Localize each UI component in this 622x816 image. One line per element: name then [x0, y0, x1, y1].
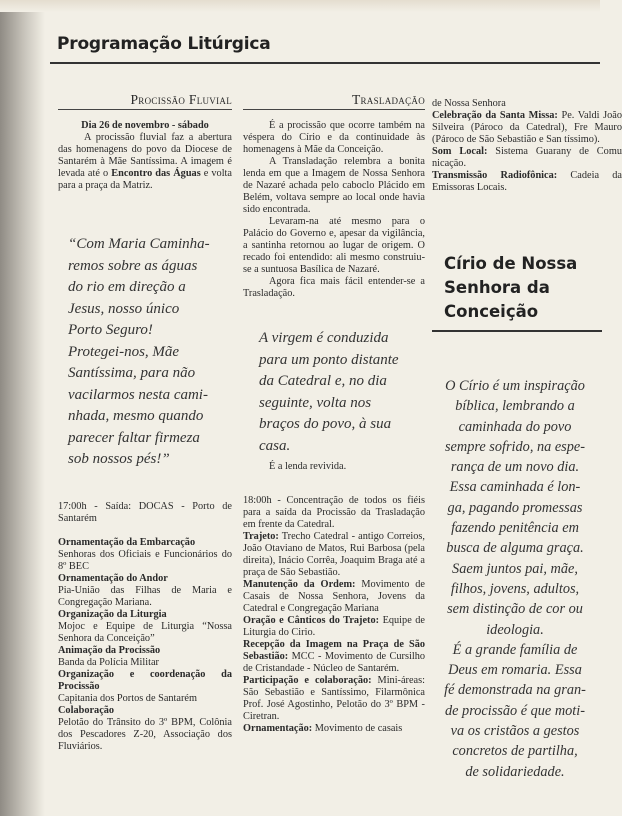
credit-item — [243, 531, 425, 579]
schedule-time: 18:00h - Concentração de todos os fiéis para a saída da Procissão da Trasladação em frente da Catedral. — [243, 495, 425, 530]
credit-label: Colaboração — [58, 704, 115, 716]
credit-label: Organização e coordenação da Procissão — [58, 668, 232, 692]
body-paragraph: É a procissão que ocorre também na véspera do Círio e da continuidade às homenagens à Mãe da Conceição. — [243, 120, 425, 155]
credit-label: Transmissão Radiofônica: — [432, 170, 558, 181]
credit-label: Ornamentação do Andor — [58, 572, 168, 584]
credit-item — [58, 573, 232, 609]
quote-line: fé demonstrada na gran- — [444, 682, 586, 699]
quote-line: seguinte, volta nos — [259, 394, 372, 411]
credit-text: Pelotão do Trânsito do 3º BPM, Colônia dos Pescadores Z-20, Associação dos Fluviários. — [58, 716, 232, 752]
credit-label: Trajeto: — [243, 531, 279, 542]
credit-text: Pia-União das Filhas de Maria e Congregação Mariana. — [58, 584, 232, 608]
quote-line: Saem juntos pai, mãe, — [452, 560, 578, 577]
feature-title: Círio de Nossa Senhora da Conceição — [444, 254, 578, 321]
column-right — [432, 98, 622, 194]
quote-line: sem distinção de cor ou — [447, 601, 583, 618]
credit-item — [243, 675, 425, 723]
quote-line: remos sobre as águas — [68, 257, 198, 274]
column-trasladacao — [243, 94, 425, 735]
feature-box — [432, 240, 622, 340]
body-paragraph: Levaram-na até mesmo para o Palácio do Governo e, apesar da vigilância, a santinha retornou ao lugar de origem. O recado foi entendido: ali mesmo construiu-se a suntuosa Basílica de Nazaré. — [243, 216, 425, 275]
feature-rule — [432, 330, 602, 332]
quote-line: ideologia. — [486, 621, 544, 638]
quote-line: bíblica, lembrando a — [455, 398, 575, 415]
page-top-band — [0, 0, 600, 12]
quote-line: de solidariedade. — [465, 763, 565, 780]
quote-line: caminhada do povo — [458, 418, 572, 435]
credit-text: Senhoras dos Oficiais e Funcionários do 8º BEC — [58, 548, 232, 572]
schedule-time: 17:00h - Saída: DOCAS - Porto de Santarém — [58, 500, 232, 524]
credit-item — [58, 705, 232, 753]
credit-item — [432, 170, 622, 194]
pull-quote — [58, 234, 232, 471]
quote-line: filhos, jovens, adultos, — [450, 580, 580, 597]
credit-text: Equipe de Liturgia do Cirio. — [243, 615, 425, 638]
feature-text — [430, 376, 600, 782]
intro-text-end: e volta para a praça da Matriz. — [58, 168, 232, 191]
event-date: Dia 26 de novembro - sábado — [81, 120, 209, 131]
page-edge-shadow — [0, 0, 45, 816]
quote-line: para um ponto distante — [259, 351, 399, 368]
quote-line: da Catedral e, no dia — [259, 373, 387, 389]
quote-line: de procissão é que moti- — [444, 702, 586, 719]
credit-label: Manutenção da Ordem: — [243, 579, 356, 590]
title-rule — [50, 62, 600, 64]
credit-label: Animação da Procissão — [58, 644, 161, 656]
credit-text: MCC - Movimento de Cursilho de Cristandade - Núcleo de Santarém. — [243, 651, 425, 674]
after-quote: É a lenda revivida. — [269, 461, 347, 472]
credits-list — [243, 531, 425, 735]
quote-line: O Círio é um inspiração — [445, 378, 585, 394]
credit-text: Mojoc e Equipe de Liturgia “Nossa Senhora da Conceição” — [58, 620, 232, 644]
credits-list — [58, 537, 232, 753]
quote-line: rança de um novo dia. — [450, 459, 580, 476]
quote-line: Deus em romaria. Essa — [448, 662, 582, 679]
column-procissao-fluvial — [58, 94, 232, 753]
credit-text: Mini-áreas: São Sebastião e Santíssimo, Filarmônica Prof. José Agostinho, Pelotão do 3º BPM - Ciretran. — [243, 675, 425, 722]
credit-text: Movimento de casais — [312, 723, 403, 734]
credit-item — [243, 639, 425, 675]
quote-line: casa. — [259, 437, 291, 454]
credit-item — [243, 723, 425, 735]
intro-text: A procissão fluvial faz a abertura das homenagens do povo da Diocese de Santarém à Mãe Santíssima. A imagem é levada até o — [58, 132, 232, 179]
lead-text: de Nossa Senhora — [432, 98, 506, 109]
section-heading: Trasladação — [243, 94, 425, 110]
quote-line: parecer faltar firmeza — [68, 429, 200, 446]
credit-label: Ornamentação: — [243, 723, 313, 734]
credit-item — [243, 579, 425, 615]
quote-line: Santíssima, para não — [68, 365, 196, 381]
quote-line: sob nossos pés!” — [68, 451, 170, 467]
credit-label: Oração e Cânticos do Trajeto: — [243, 615, 380, 626]
credit-label: Organização da Liturgia — [58, 608, 167, 620]
quote-line: va os cristãos a gestos — [450, 723, 580, 740]
quote-line: concretos de partilha, — [452, 743, 578, 760]
pull-quote — [243, 328, 425, 457]
body-paragraph: A Transladação relembra a bonita lenda em que a Imagem de Nossa Senhora de Nazaré achada pelo caboclo Plácido em Belém, voltava sempre ao local onde havia sido encontrada. — [243, 156, 425, 215]
credit-item — [432, 146, 622, 170]
body-paragraph: Agora fica mais fácil entender-se a Trasladação. — [243, 276, 425, 299]
credit-item — [243, 615, 425, 639]
quote-line: braços do povo, à sua — [259, 416, 392, 432]
section-heading: Procissão Fluvial — [58, 94, 232, 110]
credit-item — [58, 537, 232, 573]
quote-line: vacilarmos nesta cami- — [68, 386, 208, 403]
credit-item — [58, 645, 232, 669]
credit-label: Som Local: — [432, 146, 488, 157]
credit-text: Cadeia da Emissoras Locais. — [432, 170, 622, 193]
intro-bold: Encontro das Águas — [111, 168, 201, 179]
credit-label: Ornamentação da Embarcação — [58, 536, 196, 548]
credit-label: Recepção da Imagem na Praça de São Sebastião: — [243, 639, 425, 662]
quote-line: Porto Seguro! — [68, 322, 153, 338]
credit-item — [58, 609, 232, 645]
quote-line: ga, pagando promessas — [447, 499, 583, 516]
body-paragraphs — [243, 120, 425, 300]
quote-line: Jesus, nosso único — [68, 300, 180, 317]
credit-text: Trecho Catedral - antigo Correios, João Otaviano de Matos, Rui Barbosa (pela direita), Inácio Corrêa, Joaquim Braga até a praça de São Sebastião. — [243, 531, 425, 578]
quote-line: Protegei-nos, Mãe — [68, 343, 180, 360]
credits-list — [432, 110, 622, 194]
quote-line: do rio em direção a — [68, 279, 186, 295]
quote-line: “Com Maria Caminha- — [68, 236, 210, 252]
quote-line: sempre sofrido, na espe- — [444, 438, 586, 455]
quote-line: A virgem é conduzida — [259, 330, 389, 346]
credit-text: Movimento de Casais de Nossa Senhora, Jovens da Catedral e Congregação Mariana — [243, 579, 425, 614]
credit-item — [58, 669, 232, 705]
credit-item — [432, 110, 622, 146]
credit-text: Capitania dos Portos de Santarém — [58, 692, 197, 704]
quote-line: É a grande família de — [452, 641, 578, 658]
credit-label: Celebração da Santa Missa: — [432, 110, 558, 121]
quote-line: busca de alguma graça. — [446, 540, 584, 557]
credit-text: Sistema Guarany de Comu nicação. — [432, 146, 622, 169]
intro-paragraph — [58, 132, 232, 192]
credit-label: Participação e colaboração: — [243, 675, 372, 686]
page-title: Programação Litúrgica — [57, 34, 271, 54]
quote-line: fazendo penitência em — [451, 520, 579, 537]
credit-text: Pe. Valdi João Silveira (Pároco da Catedral), Fre Mauro (Pároco de São Sebastião e San tíssimo). — [432, 110, 622, 145]
quote-line: Essa caminhada é lon- — [449, 479, 581, 496]
credit-text: Banda da Polícia Militar — [58, 656, 159, 668]
quote-line: nhada, mesmo quando — [68, 408, 204, 424]
